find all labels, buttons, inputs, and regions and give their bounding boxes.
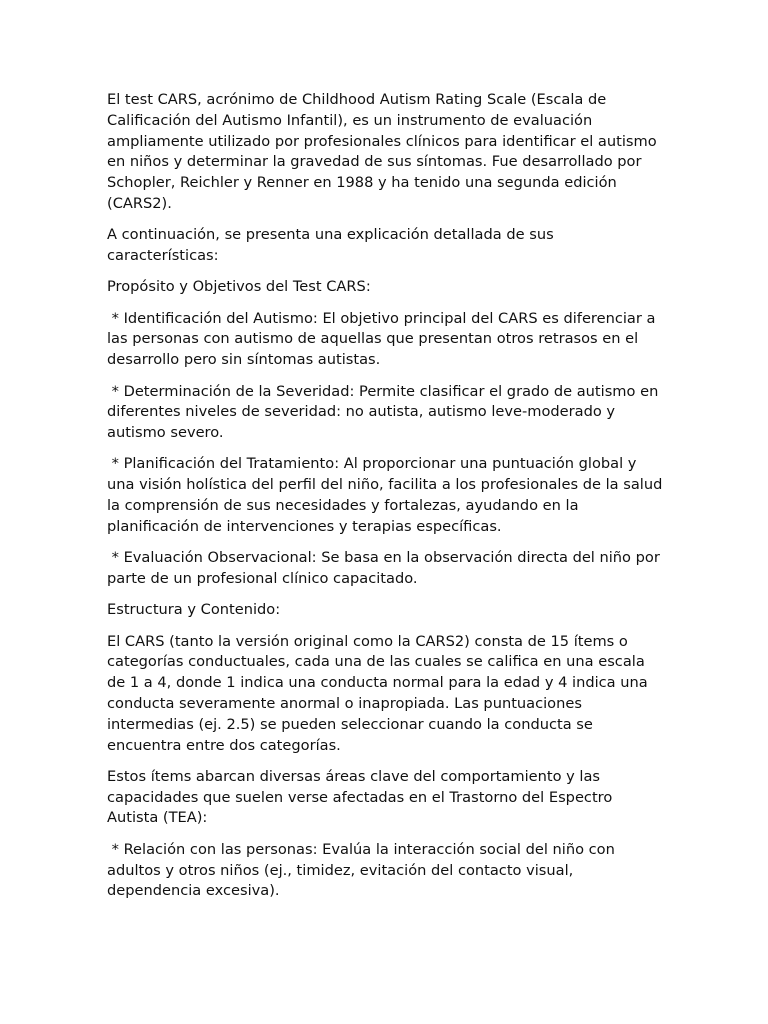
document-page	[107, 90, 667, 913]
paragraph-areas: Estos ítems abarcan diversas áreas clave del comportamiento y las capacidades que suelen verse afectadas en el Trastorno del Espectro Autista (TEA):	[107, 767, 617, 827]
bullet-treatment: * Planificación del Tratamiento: Al proporcionar una puntuación global y una visión holística del perfil del niño, facilita a los profesionales de la salud la comprensión de sus necesidades y fortalezas, ayudando en la planificación de intervenciones y terapias específicas.	[107, 455, 667, 535]
bullet-identification: * Identificación del Autismo: El objetivo principal del CARS es diferenciar a las personas con autismo de aquellas que presentan otros retrasos en el desarrollo pero sin síntomas autistas.	[107, 309, 661, 369]
heading-structure: Estructura y Contenido:	[107, 601, 281, 619]
heading-purpose: Propósito y Objetivos del Test CARS:	[107, 278, 371, 296]
bullet-severity: * Determinación de la Severidad: Permite clasificar el grado de autismo en diferentes niveles de severidad: no autista, autismo leve-moderado y autismo severo.	[107, 382, 663, 442]
paragraph-intro: El test CARS, acrónimo de Childhood Autism Rating Scale (Escala de Calificación del Autismo Infantil), es un instrumento de evaluación ampliamente utilizado por profesionales clínicos para identificar el autismo en niños y determinar la gravedad de sus síntomas. Fue desarrollado por Schopler, Reichler y Renner en 1988 y ha tenido una segunda edición (CARS2).	[107, 91, 662, 212]
bullet-relationship: * Relación con las personas: Evalúa la interacción social del niño con adultos y otros niños (ej., timidez, evitación del contacto visual, dependencia excesiva).	[107, 840, 620, 900]
bullet-observational: * Evaluación Observacional: Se basa en la observación directa del niño por parte de un profesional clínico capacitado.	[107, 549, 665, 587]
paragraph-continuation: A continuación, se presenta una explicación detallada de sus características:	[107, 226, 559, 265]
paragraph-structure: El CARS (tanto la versión original como la CARS2) consta de 15 ítems o categorías conductuales, cada una de las cuales se califica en una escala de 1 a 4, donde 1 indica una conducta normal para la edad y 4 indica una conducta severamente anormal o inapropiada. Las puntuaciones intermedias (ej. 2.5) se pueden seleccionar cuando la conducta se encuentra entre dos categorías.	[107, 632, 653, 754]
